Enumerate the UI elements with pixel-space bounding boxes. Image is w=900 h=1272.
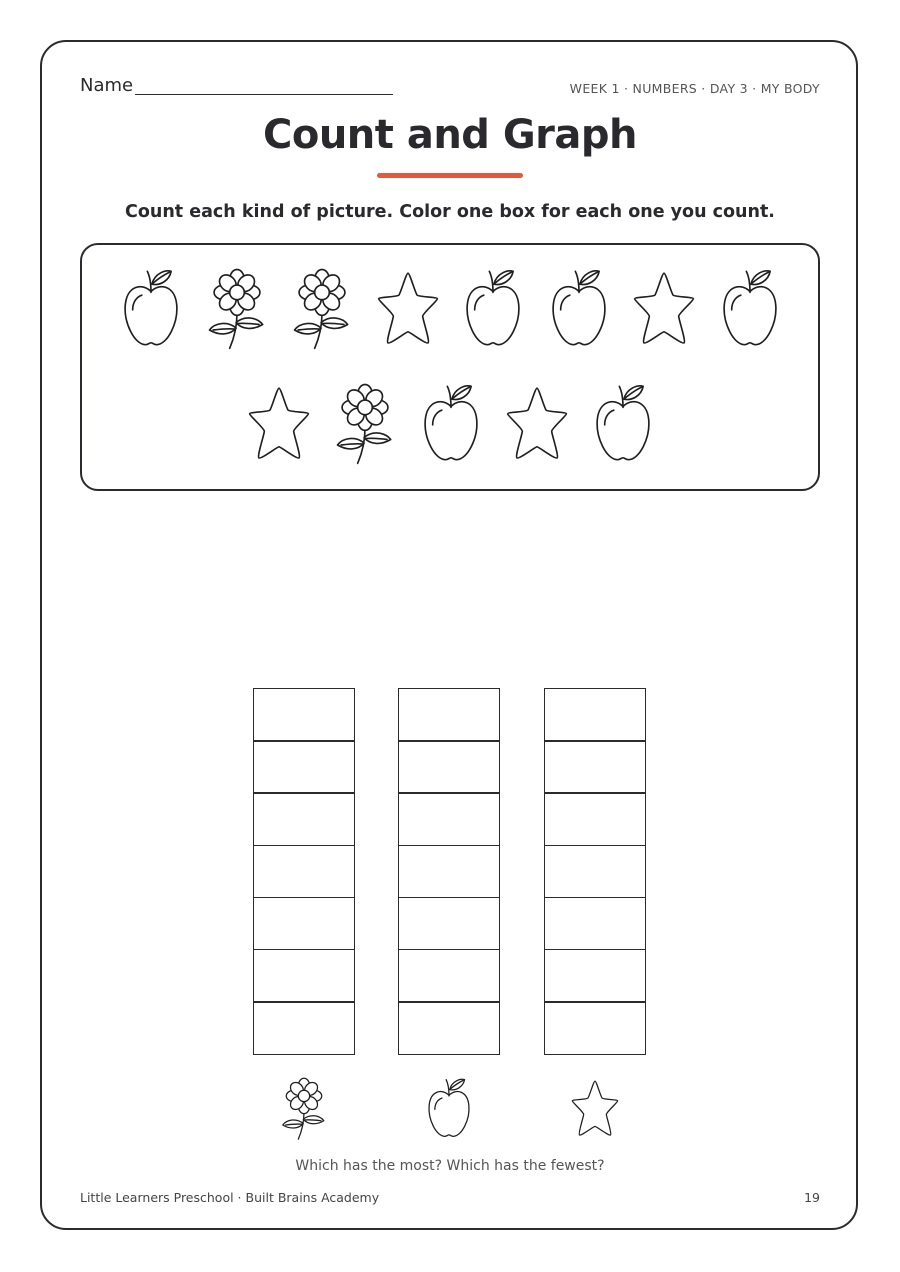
graph-label-flower-icon	[272, 1074, 336, 1142]
graph-box[interactable]	[253, 740, 355, 794]
name-label: Name	[80, 75, 134, 96]
graph-box[interactable]	[544, 688, 646, 742]
flower-icon	[332, 377, 398, 469]
graph-box[interactable]	[398, 792, 500, 846]
flower-icon	[204, 262, 270, 354]
star-icon	[631, 262, 697, 354]
instructions: Count each kind of picture. Color one box for each one you count.	[125, 202, 775, 222]
graph-label-star-icon	[563, 1074, 627, 1142]
graph-box[interactable]	[544, 740, 646, 794]
graph-column-flower	[253, 688, 355, 1055]
apple-icon	[717, 262, 783, 354]
graph-box[interactable]	[398, 688, 500, 742]
graph-box[interactable]	[398, 1001, 500, 1055]
graph-box[interactable]	[253, 897, 355, 951]
graph-box[interactable]	[544, 949, 646, 1003]
graph-box[interactable]	[544, 1001, 646, 1055]
graph-box[interactable]	[544, 792, 646, 846]
graph-column-star	[544, 688, 646, 1055]
graph-box[interactable]	[253, 845, 355, 899]
graph-box[interactable]	[253, 688, 355, 742]
graph-box[interactable]	[398, 845, 500, 899]
graph-box[interactable]	[253, 792, 355, 846]
graph-column-apple	[398, 688, 500, 1055]
footer-school: Little Learners Preschool · Built Brains Academy	[80, 1190, 380, 1205]
page-number: 19	[804, 1190, 820, 1205]
page-title: Count and Graph	[262, 112, 638, 158]
lesson-tag: WEEK 1 · NUMBERS · DAY 3 · MY BODY	[569, 81, 820, 96]
apple-icon	[418, 377, 484, 469]
title-underline	[377, 173, 523, 178]
name-field-line[interactable]	[135, 94, 393, 95]
flower-icon	[289, 262, 355, 354]
apple-icon	[460, 262, 526, 354]
graph-box[interactable]	[398, 949, 500, 1003]
graph-box[interactable]	[253, 949, 355, 1003]
apple-icon	[546, 262, 612, 354]
graph-box[interactable]	[544, 845, 646, 899]
apple-icon	[118, 262, 184, 354]
star-icon	[504, 377, 570, 469]
graph-box[interactable]	[253, 1001, 355, 1055]
question-text: Which has the most? Which has the fewest?	[295, 1158, 605, 1174]
star-icon	[246, 377, 312, 469]
graph-label-apple-icon	[417, 1074, 481, 1142]
graph-box[interactable]	[398, 897, 500, 951]
star-icon	[375, 262, 441, 354]
graph-box[interactable]	[398, 740, 500, 794]
graph-box[interactable]	[544, 897, 646, 951]
apple-icon	[590, 377, 656, 469]
